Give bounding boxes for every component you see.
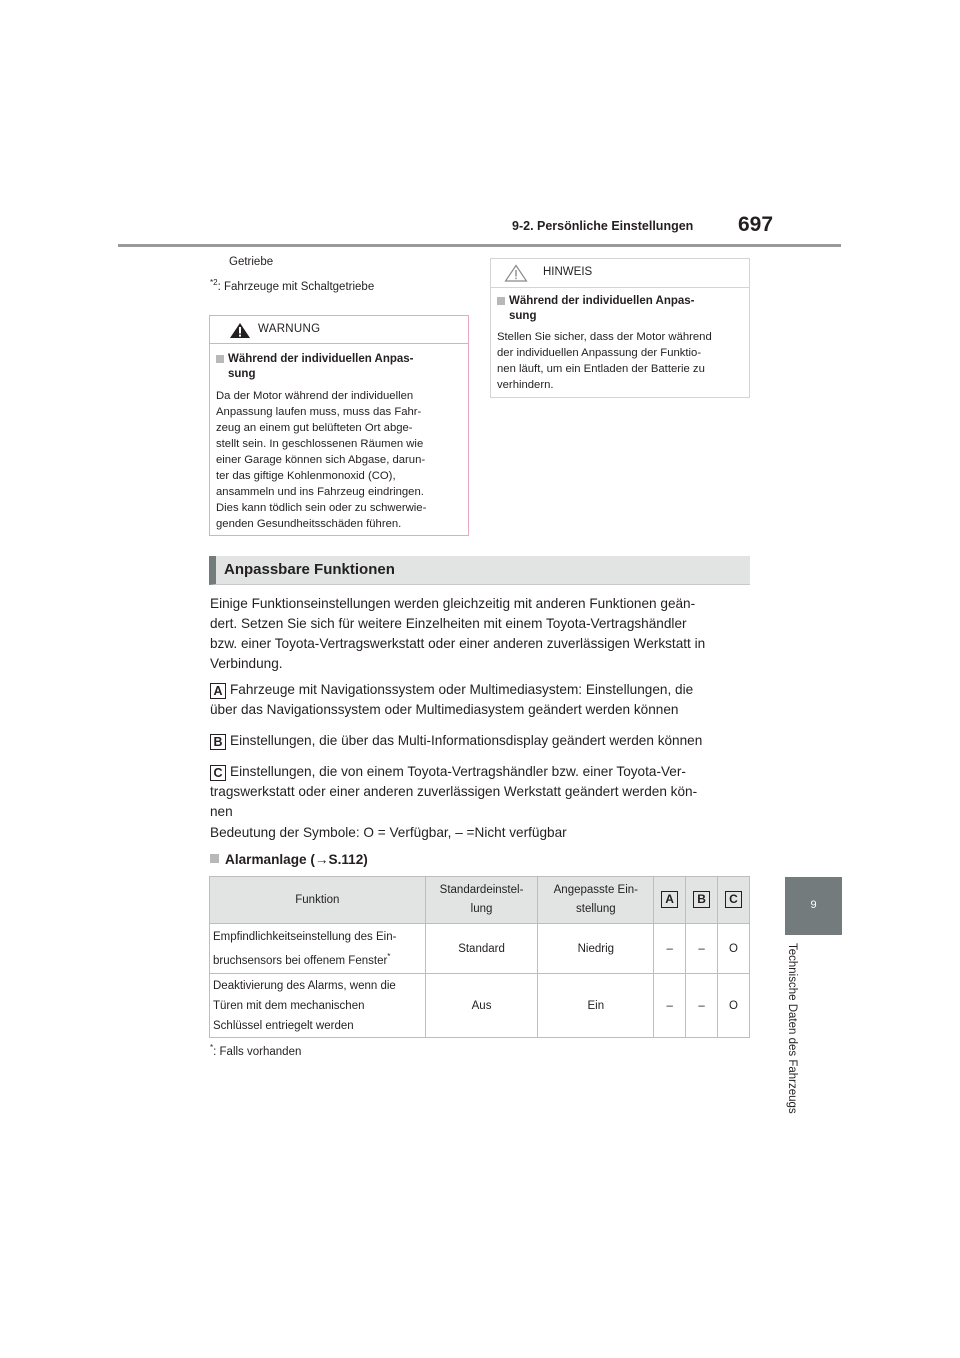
letter-a-icon: A: [210, 683, 226, 699]
warning-line: stellt sein. In geschlossenen Räumen wie: [216, 438, 424, 450]
warning-subheading-line: Während der individuellen Anpas-: [228, 353, 414, 365]
header-rule: [118, 244, 841, 247]
letter-a-icon: A: [661, 891, 678, 908]
item-b-line: Einstellungen, die über das Multi-Informationsdisplay geändert werden können: [230, 733, 703, 748]
item-c-line: Einstellungen, die von einem Toyota-Vertragshändler bzw. einer Toyota-Ver-: [230, 764, 686, 779]
row-a: –: [654, 974, 686, 1038]
intro-paragraph: [210, 594, 705, 674]
row-function: [210, 974, 426, 1038]
subsection-title: [210, 850, 368, 870]
warning-box: [209, 315, 469, 536]
notice-subheading-line: sung: [509, 310, 537, 322]
table-row: [210, 924, 750, 974]
header-col-c: [718, 877, 750, 924]
letter-c-icon: C: [725, 891, 742, 908]
row-function: [210, 924, 426, 974]
table-header-row: [210, 877, 750, 924]
letter-b-icon: B: [210, 734, 226, 750]
item-a-line: über das Navigationssystem oder Multimediasystem geändert werden können: [210, 702, 679, 717]
row-b: –: [686, 974, 718, 1038]
intro-line: Einige Funktionseinstellungen werden gleichzeitig mit anderen Funktionen geän-: [210, 596, 696, 611]
header-function: Funktion: [210, 877, 426, 924]
notice-line: der individuellen Anpassung der Funktio-: [497, 347, 702, 359]
notice-line: Stellen Sie sicher, dass der Motor während: [497, 331, 712, 343]
arrow-icon: →: [314, 852, 329, 867]
item-c-line: nen: [210, 804, 233, 819]
caution-triangle-icon: [504, 264, 528, 287]
warning-label: WARNUNG: [258, 323, 321, 335]
notice-line: nen läuft, um ein Entladen der Batterie zu: [497, 363, 705, 375]
square-bullet-icon: [216, 355, 224, 363]
warning-line: Anpassung laufen muss, muss das Fahr-: [216, 406, 422, 418]
row-function-line: Empfindlichkeitseinstellung des Ein-: [213, 930, 397, 943]
notice-subheading: [491, 294, 749, 324]
header-custom: [538, 877, 654, 924]
row-c: O: [718, 924, 750, 974]
warning-body: [210, 388, 468, 532]
header-custom-line: Angepasste Ein-: [553, 884, 639, 896]
intro-line: dert. Setzen Sie sich für weitere Einzelheiten mit einem Toyota-Vertragshändler: [210, 616, 687, 631]
row-function-line: bruchsensors bei offenem Fenster: [213, 954, 388, 967]
notice-box: [490, 258, 750, 398]
warning-line: genden Gesundheitsschäden führen.: [216, 518, 402, 530]
section-title: 9-2. Persönliche Einstellungen: [512, 219, 694, 233]
section-heading: [209, 556, 750, 585]
item-c-line: tragswerkstatt oder einer anderen zuverlässigen Werkstatt geändert werden kön-: [210, 784, 698, 799]
footnote-2-text: : Fahrzeuge mit Schaltgetriebe: [217, 280, 375, 293]
square-bullet-icon: [210, 854, 219, 863]
chapter-tab: [785, 877, 842, 935]
warning-subheading-line: sung: [228, 368, 256, 380]
chapter-number: 9: [810, 899, 817, 911]
page-reference-link[interactable]: S.112): [328, 852, 368, 867]
letter-c-icon: C: [210, 765, 226, 781]
symbol-legend: Bedeutung der Symbole: O = Verfügbar, – =Nicht verfügbar: [210, 825, 567, 840]
header-default: [425, 877, 538, 924]
notice-subheading-line: Während der individuellen Anpas-: [509, 295, 695, 307]
header-col-a: [654, 877, 686, 924]
intro-line: Verbindung.: [210, 656, 283, 671]
item-a: [210, 680, 693, 720]
warning-triangle-icon: [229, 322, 251, 344]
notice-line: verhindern.: [497, 379, 554, 391]
warning-line: einer Garage können sich Abgase, darun-: [216, 454, 426, 466]
notice-body: [491, 329, 749, 393]
warning-line: Dies kann tödlich sein oder zu schwerwie-: [216, 502, 427, 514]
chapter-title: Technische Daten des Fahrzeugs: [786, 943, 798, 1114]
notice-header: [491, 259, 749, 288]
item-c: [210, 762, 697, 822]
warning-line: ter das giftige Kohlenmonoxid (CO),: [216, 470, 396, 482]
header-custom-line: stellung: [576, 903, 616, 915]
page-number: 697: [738, 213, 774, 236]
notice-label: HINWEIS: [543, 266, 593, 278]
footnote-marker: *: [387, 951, 391, 961]
footnote: [210, 1043, 301, 1058]
warning-header: [210, 316, 468, 344]
row-custom: Ein: [538, 974, 654, 1038]
footnote-2: [210, 278, 374, 293]
section-heading-text: Anpassbare Funktionen: [224, 561, 395, 578]
header-default-line: Standardeinstel-: [439, 884, 524, 896]
row-function-line: Schlüssel entriegelt werden: [213, 1019, 354, 1032]
subsection-title-text: Alarmanlage (: [225, 852, 315, 867]
warning-line: Da der Motor während der individuellen: [216, 390, 414, 402]
intro-line: bzw. einer Toyota-Vertragswerkstatt oder einer anderen zuverlässigen Werkstatt in: [210, 636, 706, 651]
row-a: –: [654, 924, 686, 974]
row-function-line: Deaktivierung des Alarms, wenn die: [213, 979, 396, 992]
continued-text: Getriebe: [229, 256, 274, 268]
header-default-line: lung: [470, 903, 493, 915]
header-col-b: [686, 877, 718, 924]
footnote-2-marker: *2: [210, 278, 218, 287]
letter-b-icon: B: [693, 891, 710, 908]
row-b: –: [686, 924, 718, 974]
table-row: [210, 974, 750, 1038]
row-default: Standard: [425, 924, 538, 974]
item-a-line: Fahrzeuge mit Navigationssystem oder Multimediasystem: Einstellungen, die: [230, 682, 694, 697]
row-custom: Niedrig: [538, 924, 654, 974]
square-bullet-icon: [497, 297, 505, 305]
warning-subheading: [210, 352, 468, 382]
row-c: O: [718, 974, 750, 1038]
footnote-text: : Falls vorhanden: [213, 1045, 302, 1058]
warning-line: zeug an einem gut belüfteten Ort abge-: [216, 422, 413, 434]
footnote-marker: *: [210, 1043, 214, 1052]
warning-line: ansammeln und ins Fahrzeug eindringen.: [216, 486, 424, 498]
row-default: Aus: [425, 974, 538, 1038]
item-b: [210, 731, 702, 751]
settings-table: [209, 876, 750, 1038]
row-function-line: Türen mit dem mechanischen: [213, 999, 365, 1012]
